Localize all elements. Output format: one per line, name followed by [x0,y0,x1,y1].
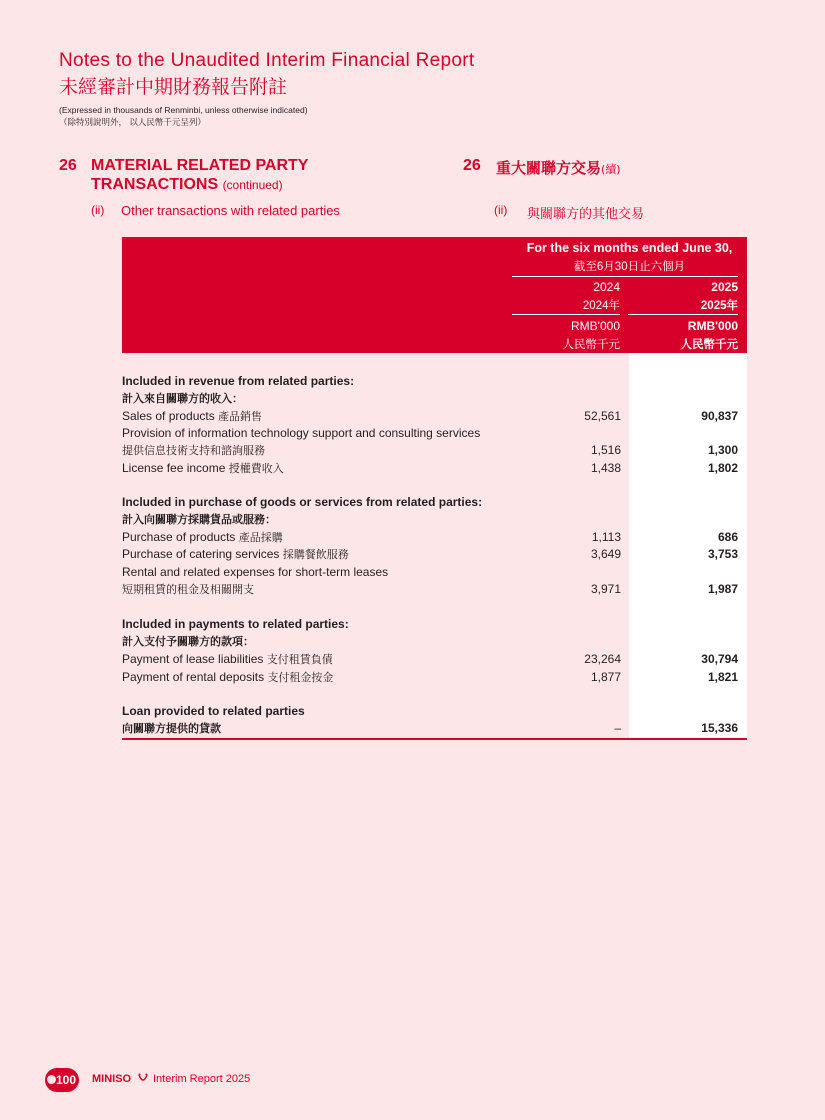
value-2024: 1,113 [591,530,621,544]
value-2024: 3,649 [590,547,621,561]
row-label [122,546,349,563]
row-label-en: Payment of lease liabilities [122,652,264,666]
table-row [122,529,747,546]
value-2025: 686 [717,530,738,544]
row-label-zh: 授權費收入 [228,462,284,475]
value-2024: 1,438 [590,461,621,475]
table-row [122,460,747,477]
value-2025: 15,336 [701,721,738,735]
period-label-en: For the six months ended June 30, [526,241,733,255]
table-bottom-rule [122,738,747,740]
header-divider [512,276,738,277]
unit-2024-label-zh: 人民幣千元 [562,339,620,351]
table-row [122,651,747,668]
group-heading-en: Loan provided to related parties [122,704,305,718]
page-title-en: Notes to the Unaudited Interim Financial Report [59,50,475,71]
group-heading [122,616,747,633]
group-heading [122,494,747,511]
expressed-note-en: (Expressed in thousands of Renminbi, unless otherwise indicated) [59,105,308,115]
table-row [122,564,747,581]
group-heading [122,633,747,650]
row-label-en: Payment of rental deposits [122,670,265,684]
row-label-en: Rental and related expenses for short-term leases [122,565,389,579]
table-row [122,546,747,563]
value-2024: 23,264 [584,652,621,666]
value-2024: 52,561 [584,409,621,423]
row-label-zh: 支付租賃負債 [266,653,333,666]
smile-icon [137,1072,149,1087]
row-label-en: License fee income [122,461,226,475]
report-name: Interim Report 2025 [153,1073,251,1085]
table-row [122,720,747,737]
row-label-zh: 提供信息技術支持和諮詢服務 [122,444,265,457]
row-label [122,651,333,668]
value-2024: 1,877 [590,670,621,684]
value-2025: 1,300 [707,443,738,457]
subsection-number-en: (ii) [91,203,105,217]
group-heading-en: Included in payments to related parties: [122,617,349,631]
year-2024-label-zh: 2024年 [582,300,620,312]
value-2025: 3,753 [707,547,738,561]
row-label [122,460,284,477]
group-heading [122,373,747,390]
row-label-zh: 產品銷售 [218,410,263,423]
group-heading-en: Included in revenue from related parties: [122,374,355,388]
group-heading-zh: 計入向關聯方採購貨品或服務： [122,513,276,526]
value-2025: 30,794 [701,652,738,666]
page-title-zh: 未經審計中期財務報告附註 [59,76,288,98]
value-2024: – [614,721,621,735]
unit-2025-label-zh: 人民幣千元 [680,339,738,351]
period-label-zh: 截至6月30日止六個月 [573,261,686,273]
table-row [122,425,747,442]
brand-logo: MINISO [92,1073,132,1085]
row-label [122,408,262,425]
row-label-en: Purchase of catering services [122,547,280,561]
year-2024-label: 2024 [593,280,620,294]
group-heading [122,703,747,720]
year-2025-label-zh: 2025年 [700,300,738,312]
table-header [122,237,747,353]
table-row [122,669,747,686]
unit-2025-label: RMB'000 [687,319,738,333]
row-label-en: Sales of products [122,409,215,423]
value-2025: 1,821 [707,670,738,684]
year-2025-label: 2025 [711,280,738,294]
subsection-title-en: Other transactions with related parties [121,203,340,218]
section-number-en: 26 [59,157,77,174]
section-continued-en: (continued) [222,178,283,192]
section-title-en-line1: MATERIAL RELATED PARTY [91,157,309,174]
section-title-en-line2 [91,176,283,194]
section-number-zh: 26 [463,157,481,174]
value-2025: 90,837 [701,409,738,423]
table-row [122,581,747,598]
header-divider-2024 [512,314,620,315]
row-label [122,529,283,546]
group-heading-en: Included in purchase of goods or services from related parties: [122,495,483,509]
value-2025: 1,802 [707,461,738,475]
row-label-en: Purchase of products [122,530,236,544]
group-heading-zh: 向關聯方提供的貸款 [122,722,221,735]
table-row [122,442,747,459]
header-divider-2025 [628,314,738,315]
row-label [122,669,333,686]
group-heading [122,390,747,407]
section-title-zh-text: 重大關聯方交易 [496,159,602,177]
row-label-zh: 短期租賃的租金及相關開支 [122,583,254,596]
subsection-number-zh: (ii) [494,203,508,217]
page-number: 100 [55,1073,77,1087]
table-row [122,408,747,425]
value-2025: 1,987 [707,582,738,596]
value-2024: 1,516 [590,443,621,457]
value-2024: 3,971 [590,582,621,596]
section-title-zh [496,157,621,178]
section-continued-zh: (續) [601,163,621,176]
row-label-zh: 採購餐飲服務 [282,548,349,561]
row-label-zh: 產品採購 [238,531,283,544]
group-heading [122,511,747,528]
group-heading-zh: 計入來自關聯方的收入： [122,392,243,405]
group-heading-zh: 計入支付予關聯方的款項： [122,635,254,648]
row-label-zh: 支付租金按金 [267,671,334,684]
page-dot-icon [47,1075,56,1084]
row-label-en: Provision of information technology support and consulting services [122,426,481,440]
section-title-en-line2-text: TRANSACTIONS [91,176,219,193]
unit-2024-label: RMB'000 [571,319,620,333]
expressed-note-zh: （除特別說明外， 以人民幣千元呈列） [59,117,206,127]
subsection-title-zh: 與關聯方的其他交易 [527,207,645,222]
page-number-badge [45,1068,79,1092]
